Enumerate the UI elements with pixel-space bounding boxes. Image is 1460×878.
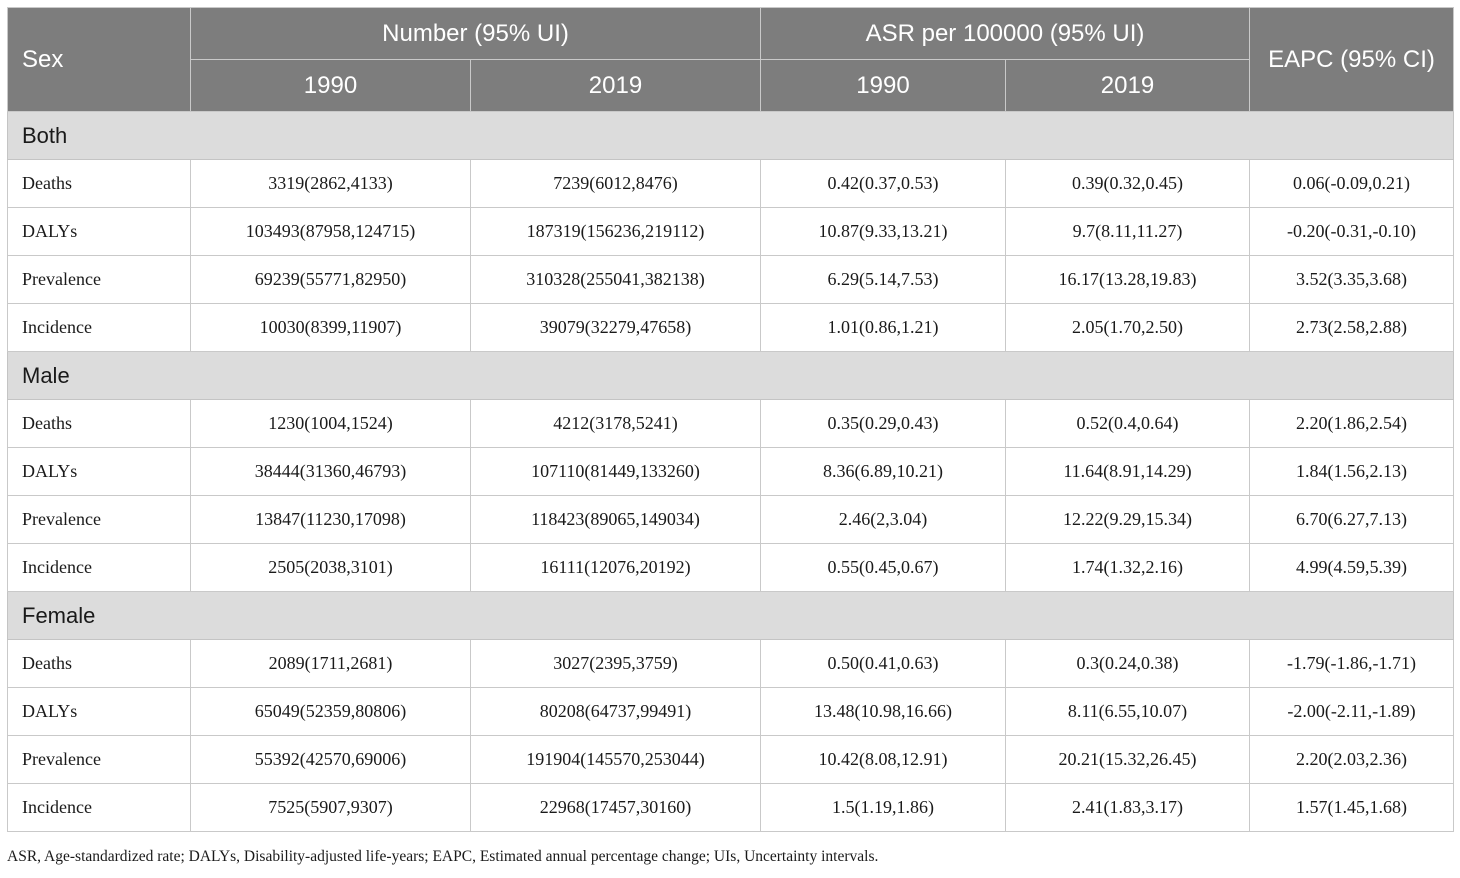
eapc-cell: 2.73(2.58,2.88) (1250, 304, 1454, 352)
asr-1990-cell: 1.01(0.86,1.21) (761, 304, 1006, 352)
table-row (8, 400, 1454, 448)
sex-column-header: Sex (8, 8, 191, 112)
eapc-cell: 0.06(-0.09,0.21) (1250, 160, 1454, 208)
measure-cell: Deaths (8, 400, 191, 448)
table-row (8, 784, 1454, 832)
measure-cell: DALYs (8, 688, 191, 736)
number-2019-cell: 4212(3178,5241) (471, 400, 761, 448)
group-label: Both (8, 112, 1454, 160)
eapc-cell: -2.00(-2.11,-1.89) (1250, 688, 1454, 736)
measure-cell: Incidence (8, 304, 191, 352)
data-table (7, 7, 1454, 832)
table-row (8, 496, 1454, 544)
asr-column-header: ASR per 100000 (95% UI) (761, 8, 1250, 60)
asr-1990-cell: 6.29(5.14,7.53) (761, 256, 1006, 304)
number-2019-cell: 310328(255041,382138) (471, 256, 761, 304)
number-2019-cell: 3027(2395,3759) (471, 640, 761, 688)
number-1990-cell: 7525(5907,9307) (191, 784, 471, 832)
number-2019-cell: 107110(81449,133260) (471, 448, 761, 496)
group-row-both (8, 112, 1454, 160)
asr-1990-cell: 0.35(0.29,0.43) (761, 400, 1006, 448)
table-footnote: ASR, Age-standardized rate; DALYs, Disability-adjusted life-years; EAPC, Estimated annual percentage change; UIs, Uncertainty intervals. (7, 848, 879, 865)
asr-1990-cell: 0.50(0.41,0.63) (761, 640, 1006, 688)
table-row (8, 640, 1454, 688)
table-row (8, 736, 1454, 784)
asr-2019-cell: 0.39(0.32,0.45) (1006, 160, 1250, 208)
asr-1990-cell: 13.48(10.98,16.66) (761, 688, 1006, 736)
number-1990-cell: 55392(42570,69006) (191, 736, 471, 784)
asr-2019-cell: 9.7(8.11,11.27) (1006, 208, 1250, 256)
eapc-cell: -1.79(-1.86,-1.71) (1250, 640, 1454, 688)
measure-cell: DALYs (8, 208, 191, 256)
eapc-cell: 2.20(2.03,2.36) (1250, 736, 1454, 784)
eapc-cell: 3.52(3.35,3.68) (1250, 256, 1454, 304)
asr-2019-cell: 12.22(9.29,15.34) (1006, 496, 1250, 544)
asr-1990-cell: 10.87(9.33,13.21) (761, 208, 1006, 256)
number-1990-cell: 103493(87958,124715) (191, 208, 471, 256)
measure-cell: Prevalence (8, 736, 191, 784)
asr-2019-cell: 20.21(15.32,26.45) (1006, 736, 1250, 784)
number-2019-cell: 39079(32279,47658) (471, 304, 761, 352)
table-row (8, 448, 1454, 496)
table-row (8, 256, 1454, 304)
table-row (8, 160, 1454, 208)
number-column-header: Number (95% UI) (191, 8, 761, 60)
group-row-female (8, 592, 1454, 640)
measure-cell: Deaths (8, 160, 191, 208)
asr-2019-cell: 11.64(8.91,14.29) (1006, 448, 1250, 496)
number-1990-cell: 13847(11230,17098) (191, 496, 471, 544)
asr-2019-header: 2019 (1006, 60, 1250, 112)
number-1990-cell: 65049(52359,80806) (191, 688, 471, 736)
measure-cell: Incidence (8, 544, 191, 592)
group-label: Female (8, 592, 1454, 640)
eapc-cell: 1.84(1.56,2.13) (1250, 448, 1454, 496)
asr-2019-cell: 2.05(1.70,2.50) (1006, 304, 1250, 352)
number-1990-cell: 10030(8399,11907) (191, 304, 471, 352)
asr-1990-header: 1990 (761, 60, 1006, 112)
number-1990-cell: 38444(31360,46793) (191, 448, 471, 496)
group-label: Male (8, 352, 1454, 400)
number-2019-cell: 118423(89065,149034) (471, 496, 761, 544)
table-row (8, 544, 1454, 592)
eapc-cell: -0.20(-0.31,-0.10) (1250, 208, 1454, 256)
table-row (8, 208, 1454, 256)
table-header (8, 8, 1454, 112)
eapc-column-header: EAPC (95% CI) (1250, 8, 1454, 112)
table-row (8, 304, 1454, 352)
asr-1990-cell: 8.36(6.89,10.21) (761, 448, 1006, 496)
measure-cell: DALYs (8, 448, 191, 496)
asr-2019-cell: 0.3(0.24,0.38) (1006, 640, 1250, 688)
group-row-male (8, 352, 1454, 400)
table-row (8, 688, 1454, 736)
table-body (8, 112, 1454, 832)
measure-cell: Incidence (8, 784, 191, 832)
number-2019-cell: 16111(12076,20192) (471, 544, 761, 592)
eapc-cell: 2.20(1.86,2.54) (1250, 400, 1454, 448)
asr-2019-cell: 16.17(13.28,19.83) (1006, 256, 1250, 304)
eapc-cell: 4.99(4.59,5.39) (1250, 544, 1454, 592)
number-1990-header: 1990 (191, 60, 471, 112)
number-2019-cell: 22968(17457,30160) (471, 784, 761, 832)
measure-cell: Deaths (8, 640, 191, 688)
asr-1990-cell: 0.55(0.45,0.67) (761, 544, 1006, 592)
asr-1990-cell: 1.5(1.19,1.86) (761, 784, 1006, 832)
number-2019-cell: 7239(6012,8476) (471, 160, 761, 208)
number-2019-cell: 187319(156236,219112) (471, 208, 761, 256)
asr-1990-cell: 0.42(0.37,0.53) (761, 160, 1006, 208)
eapc-cell: 6.70(6.27,7.13) (1250, 496, 1454, 544)
number-2019-cell: 80208(64737,99491) (471, 688, 761, 736)
number-1990-cell: 1230(1004,1524) (191, 400, 471, 448)
number-1990-cell: 2505(2038,3101) (191, 544, 471, 592)
asr-1990-cell: 2.46(2,3.04) (761, 496, 1006, 544)
asr-2019-cell: 2.41(1.83,3.17) (1006, 784, 1250, 832)
number-2019-cell: 191904(145570,253044) (471, 736, 761, 784)
measure-cell: Prevalence (8, 496, 191, 544)
number-1990-cell: 2089(1711,2681) (191, 640, 471, 688)
number-1990-cell: 69239(55771,82950) (191, 256, 471, 304)
measure-cell: Prevalence (8, 256, 191, 304)
number-1990-cell: 3319(2862,4133) (191, 160, 471, 208)
asr-2019-cell: 1.74(1.32,2.16) (1006, 544, 1250, 592)
asr-2019-cell: 0.52(0.4,0.64) (1006, 400, 1250, 448)
asr-2019-cell: 8.11(6.55,10.07) (1006, 688, 1250, 736)
eapc-cell: 1.57(1.45,1.68) (1250, 784, 1454, 832)
number-2019-header: 2019 (471, 60, 761, 112)
asr-1990-cell: 10.42(8.08,12.91) (761, 736, 1006, 784)
